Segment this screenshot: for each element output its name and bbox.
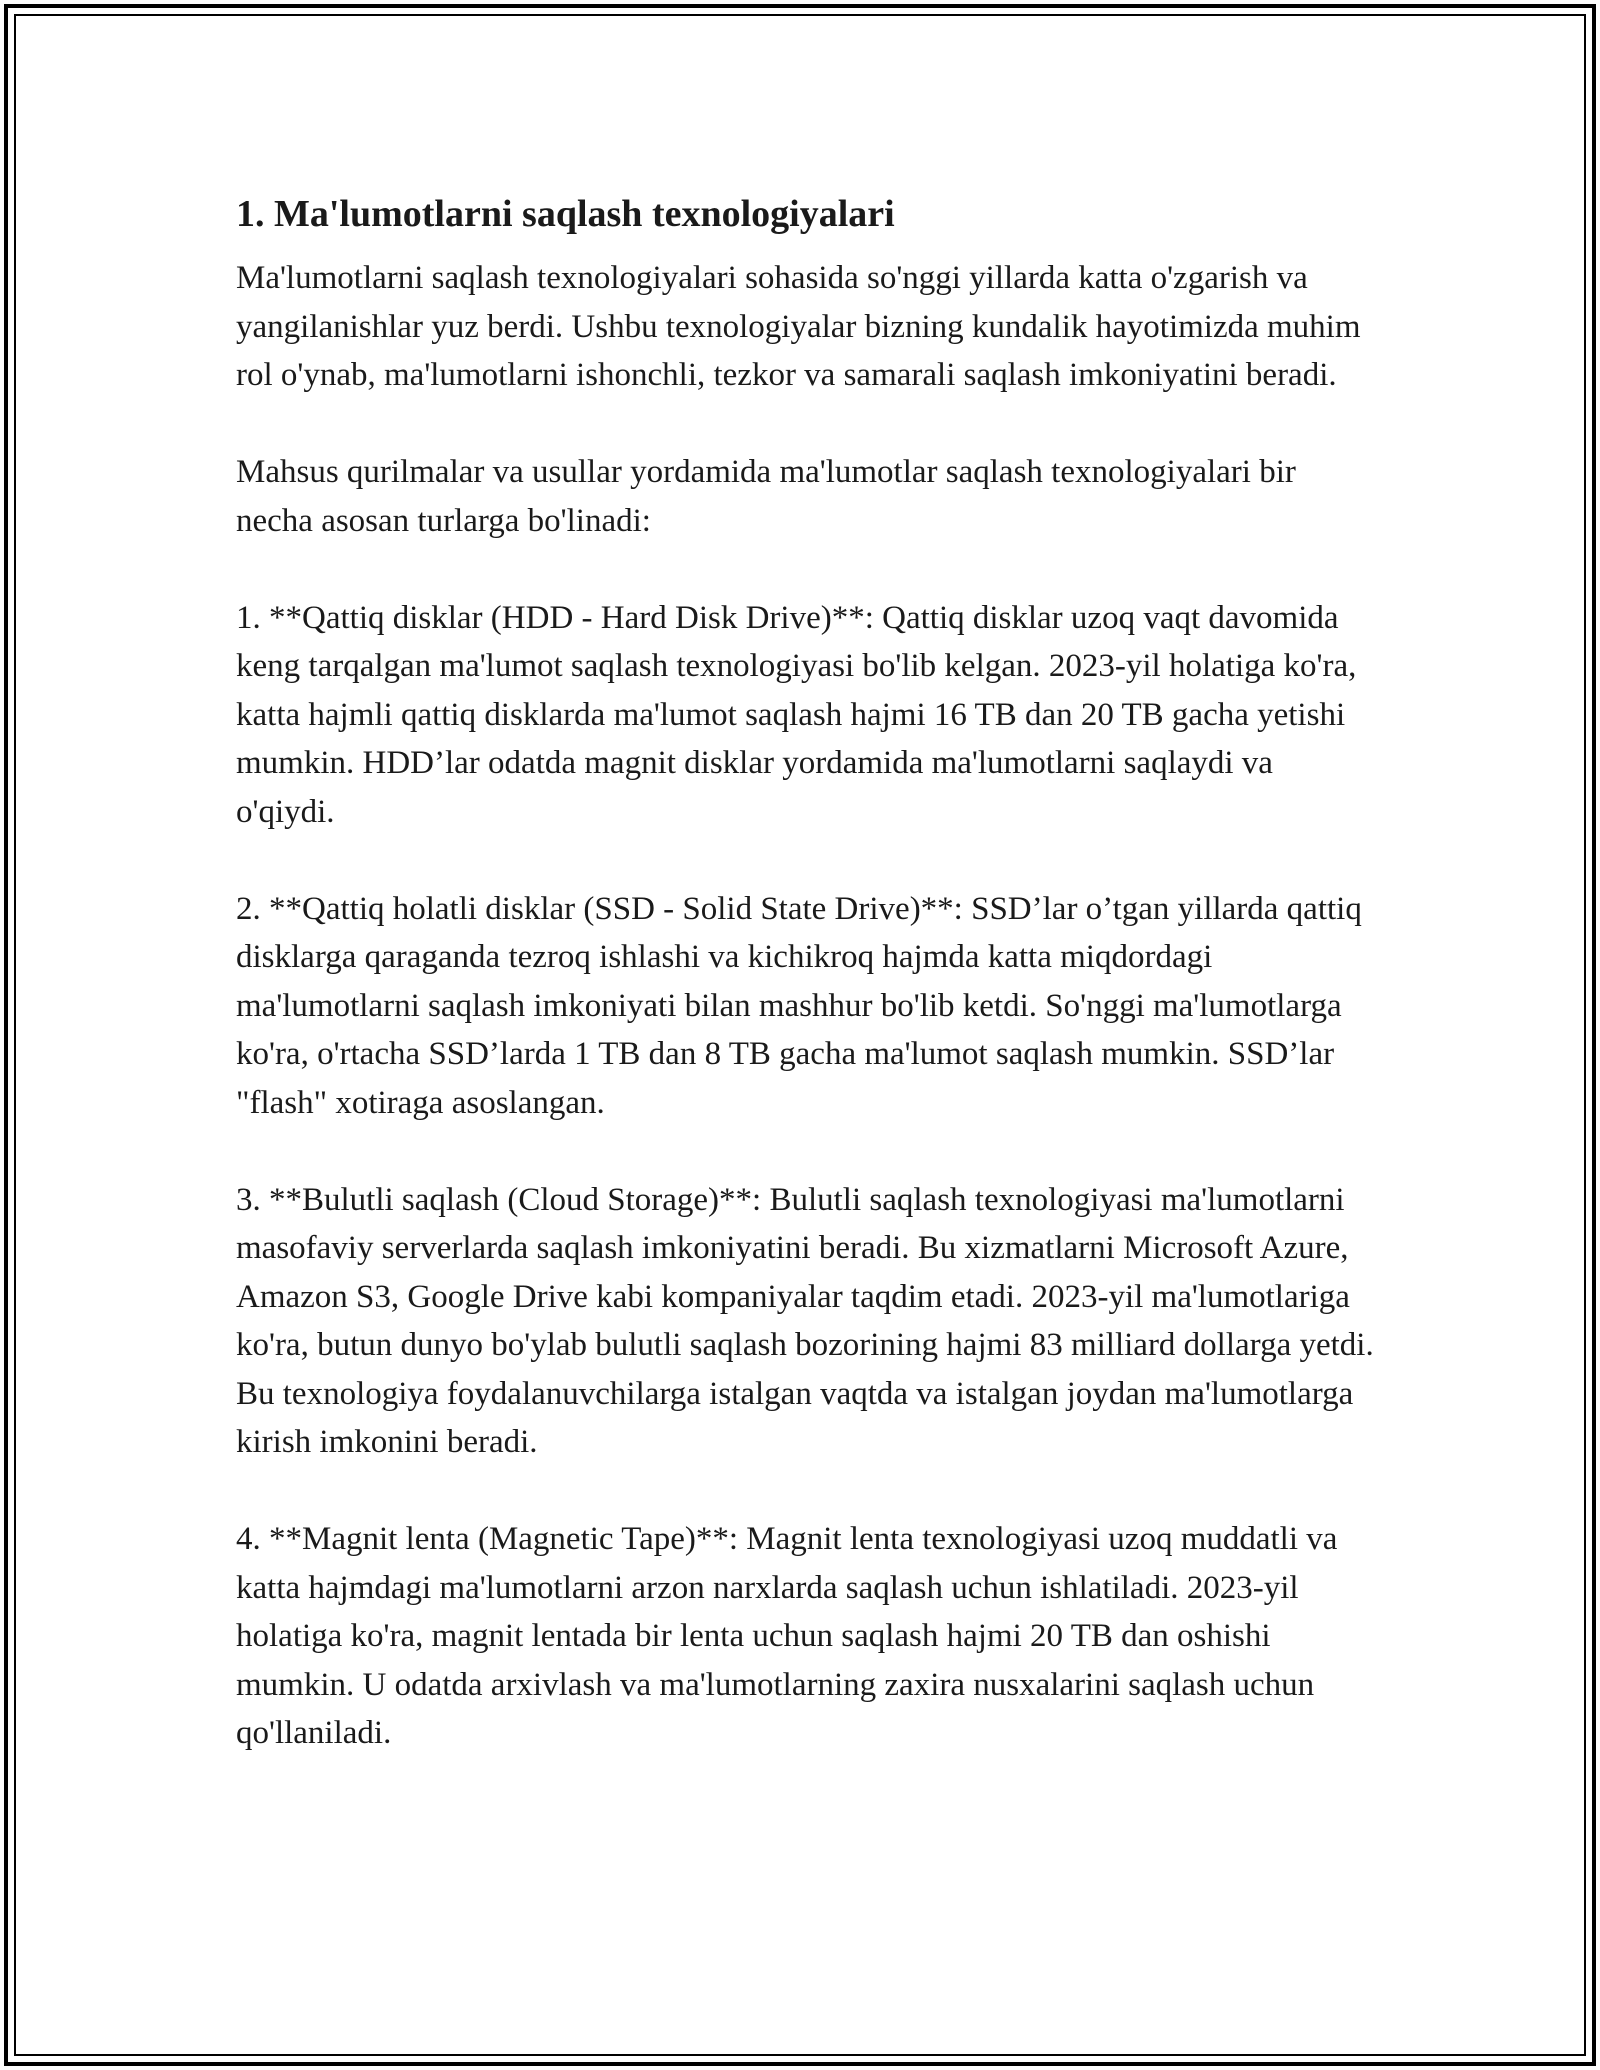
document-title: 1. Ma'lumotlarni saqlash texnologiyalari — [236, 193, 895, 235]
paragraph-hdd: 1. **Qattiq disklar (HDD - Hard Disk Drive)**: Qattiq disklar uzoq vaqt davomida keng tarqalgan ma'lumot saqlash texnologiyasi bo'lib kelgan. 2023-yil holatiga ko'ra, katta hajmli qattiq disklarda ma'lumot saqlash hajmi 16 TB dan 20 TB gacha yetishi mumkin. HDD’lar odatda magnit disklar yordamida ma'lumotlarni saqlaydi va o'qiydi. — [236, 599, 1357, 830]
paragraph-ssd: 2. **Qattiq holatli disklar (SSD - Solid State Drive)**: SSD’lar o’tgan yillarda qattiq disklarga qaraganda tezroq ishlashi va kichikroq hajmda katta miqdordagi ma'lumotlarni saqlash imkoniyati bilan mashhur bo'lib ketdi. So'nggi ma'lumotlarga ko'ra, o'rtacha SSD’larda 1 TB dan 8 TB gacha ma'lumot saqlash mumkin. SSD’lar "flash" xotiraga asoslangan. — [236, 890, 1362, 1121]
paragraph-types-intro: Mahsus qurilmalar va usullar yordamida ma'lumotlar saqlash texnologiyalari bir necha asosan turlarga bo'linadi: — [236, 454, 1296, 539]
paragraph-tape: 4. **Magnit lenta (Magnetic Tape)**: Magnit lenta texnologiyasi uzoq muddatli va katta hajmdagi ma'lumotlarni arzon narxlarda saqlash uchun ishlatiladi. 2023-yil holatiga ko'ra, magnit lentada bir lenta uchun saqlash hajmi 20 TB dan oshishi mumkin. U odatda arxivlash va ma'lumotlarning zaxira nusxalarini saqlash uchun qo'llaniladi. — [236, 1521, 1338, 1751]
document-body — [236, 188, 1376, 1758]
paragraph-intro: Ma'lumotlarni saqlash texnologiyalari sohasida so'nggi yillarda katta o'zgarish va yangilanishlar yuz berdi. Ushbu texnologiyalar bizning kundalik hayotimizda muhim rol o'ynab, ma'lumotlarni ishonchli, tezkor va samarali saqlash imkoniyatini beradi. — [236, 260, 1361, 393]
paragraph-cloud: 3. **Bulutli saqlash (Cloud Storage)**: Bulutli saqlash texnologiyasi ma'lumotlarni masofaviy serverlarda saqlash imkoniyatini beradi. Bu xizmatlarni Microsoft Azure, Amazon S3, Google Drive kabi kompaniyalar taqdim etadi. 2023-yil ma'lumotlariga ko'ra, butun dunyo bo'ylab bulutli saqlash bozorining hajmi 83 milliard dollarga yetdi. Bu texnologiya foydalanuvchilarga istalgan vaqtda va istalgan joydan ma'lumotlarga kirish imkonini beradi. — [236, 1181, 1374, 1460]
